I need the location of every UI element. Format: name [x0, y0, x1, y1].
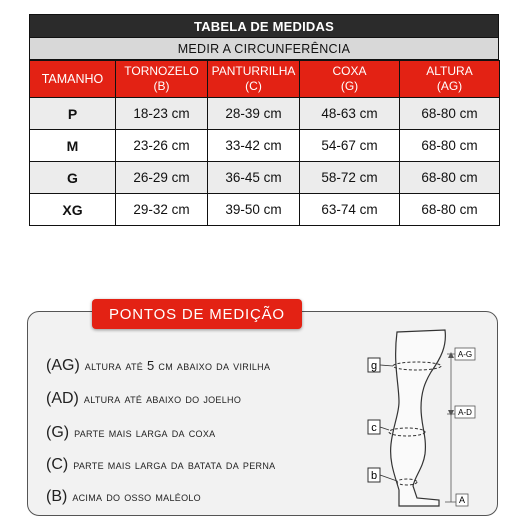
header-tamanho: TAMANHO	[30, 61, 116, 98]
table-title: TABELA DE MEDIDAS	[29, 14, 499, 38]
guide-title: PONTOS DE MEDIÇÃO	[92, 299, 302, 329]
measurements-table	[29, 60, 500, 226]
table-row	[30, 162, 500, 194]
label-b: b	[370, 470, 378, 482]
cell-altura: 68-80 cm	[400, 130, 500, 162]
label-ad: A-D	[458, 408, 472, 417]
header-panturrilha: PANTURRILHA (C)	[208, 61, 300, 98]
guide-item-code: (AG)	[46, 357, 80, 374]
table-subtitle: MEDIR A CIRCUNFERÊNCIA	[29, 38, 499, 60]
cell-tornozelo: 26-29 cm	[116, 162, 208, 194]
guide-item-b	[46, 488, 201, 506]
label-ag: A-G	[457, 350, 473, 359]
size-table	[29, 14, 499, 226]
table-header-row	[30, 61, 500, 98]
table-row	[30, 130, 500, 162]
guide-item-desc: parte mais larga da coxa	[74, 425, 216, 440]
guide-item-ag	[46, 357, 270, 375]
guide-item-desc: altura até 5 cm abaixo da virilha	[84, 358, 271, 373]
cell-panturrilha: 36-45 cm	[208, 162, 300, 194]
cell-altura: 68-80 cm	[400, 194, 500, 226]
cell-panturrilha: 33-42 cm	[208, 130, 300, 162]
cell-coxa: 54-67 cm	[300, 130, 400, 162]
cell-size: M	[30, 130, 116, 162]
cell-tornozelo: 23-26 cm	[116, 130, 208, 162]
cell-panturrilha: 28-39 cm	[208, 98, 300, 130]
guide-item-ad	[46, 390, 241, 408]
label-c: c	[371, 422, 377, 434]
guide-item-code: (G)	[46, 424, 70, 441]
cell-altura: 68-80 cm	[400, 162, 500, 194]
cell-size: P	[30, 98, 116, 130]
table-row	[30, 194, 500, 226]
label-g: g	[370, 360, 378, 372]
header-coxa: COXA (G)	[300, 61, 400, 98]
guide-item-desc: altura até abaixo do joelho	[83, 391, 242, 406]
header-altura: ALTURA (AG)	[400, 61, 500, 98]
cell-tornozelo: 18-23 cm	[116, 98, 208, 130]
cell-coxa: 58-72 cm	[300, 162, 400, 194]
cell-size: XG	[30, 194, 116, 226]
guide-item-g	[46, 424, 215, 442]
guide-item-desc: parte mais larga da batata da perna	[73, 457, 276, 472]
leg-measurement-diagram	[355, 318, 485, 510]
guide-item-c	[46, 456, 275, 474]
guide-item-desc: acima do osso maléolo	[72, 489, 201, 504]
cell-coxa: 48-63 cm	[300, 98, 400, 130]
leg-outline	[391, 330, 446, 506]
cell-coxa: 63-74 cm	[300, 194, 400, 226]
guide-item-code: (AD)	[46, 390, 79, 407]
cell-altura: 68-80 cm	[400, 98, 500, 130]
guide-item-code: (C)	[46, 456, 69, 473]
header-tornozelo: TORNOZELO (B)	[116, 61, 208, 98]
table-row	[30, 98, 500, 130]
label-a: A	[458, 495, 466, 505]
cell-panturrilha: 39-50 cm	[208, 194, 300, 226]
cell-tornozelo: 29-32 cm	[116, 194, 208, 226]
cell-size: G	[30, 162, 116, 194]
guide-item-code: (B)	[46, 488, 68, 505]
